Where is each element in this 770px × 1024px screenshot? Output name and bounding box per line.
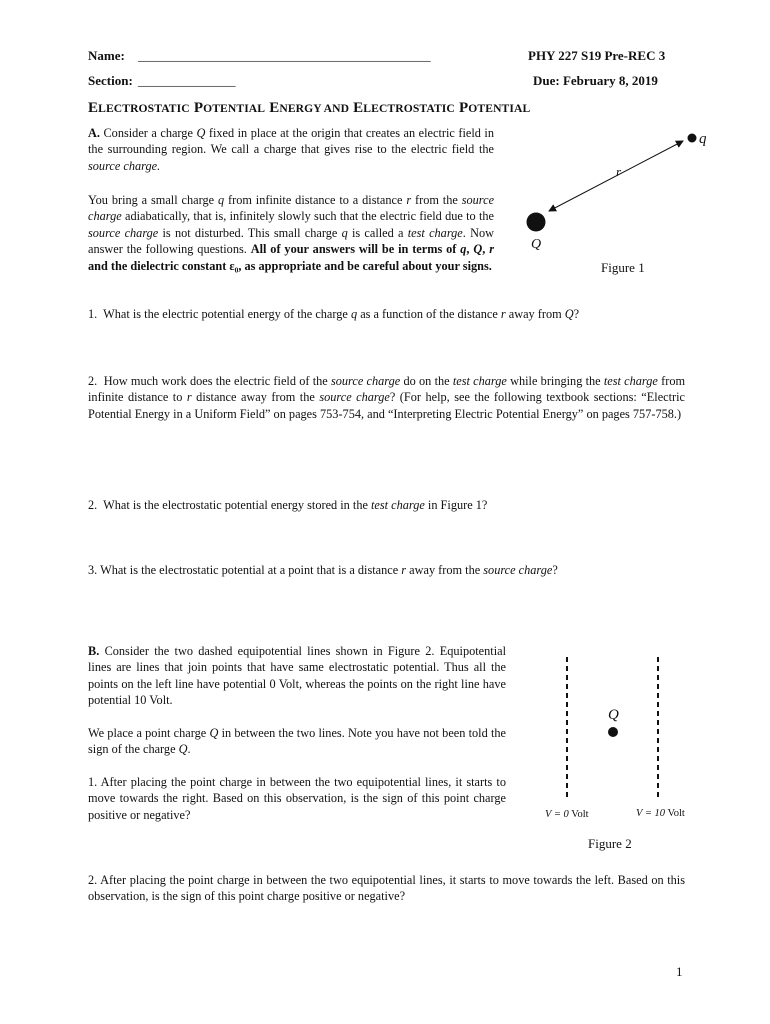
section-line[interactable]: _______________ [138,73,236,88]
figure-1-caption: Figure 1 [601,260,645,275]
page-title: ELECTROSTATIC POTENTIAL ENERGY AND ELECTROSTATIC POTENTIAL [88,100,531,116]
figure-2 [535,650,705,855]
part-a-intro: A. Consider a charge Q fixed in place at the origin that creates an electric field in the surrounding region. We call a charge that gives rise to the electric field the source charge. [88,126,494,173]
course-code: PHY 227 S19 Pre-REC 3 [528,48,666,63]
name-line[interactable]: _____________________________________________ [138,48,431,63]
right-potential-label: V = 10 Volt [636,808,685,819]
section-row [88,73,236,89]
section-label: Section: [88,73,133,88]
source-charge-label: Q [531,237,542,252]
test-charge-label: q [699,131,707,147]
left-potential-label: V = 0 Volt [545,809,589,820]
question-1: 1. What is the electric potential energy of the charge q as a function of the distance r away from Q? [88,307,580,321]
question-3: 2. What is the electrostatic potential energy stored in the test charge in Figure 1? [88,498,488,512]
point-charge-label: Q [608,707,619,723]
point-charge-dot [608,727,618,737]
name-label: Name: [88,48,125,63]
figure-2-caption: Figure 2 [588,836,632,851]
distance-label: r [616,164,622,179]
figure-1 [515,125,715,285]
question-2: 2. How much work does the electric field of the source charge do on the test charge while bringing the test charge from infinite distance to r distance away from the source charge? (For help, see the following textbook sections: “Electric Potential Energy in a Uniform Field” on pages 753-754, and “Interpreting Electric Potential Energy” on pages 757-758.) [88,374,686,421]
part-b-question-1: 1. After placing the point charge in between the two equipotential lines, it starts to move towards the right. Based on this observation, is the sign of this point charge positive or negative? [88,775,506,822]
source-charge-dot [527,213,546,232]
name-row [88,48,431,64]
part-a-setup: You bring a small charge q from infinite distance to a distance r from the source charge adiabatically, that is, infinitely slowly such that the electric field due to the source charge is not disturbed. This small charge q is called a test charge. Now answer the following questions. All of your answers will be in terms of q, Q, r and the dielectric constant ε₀, as appropriate and be careful about your signs. [88,193,495,273]
question-4: 3. What is the electrostatic potential at a point that is a distance r away from the source charge? [88,563,558,577]
part-b-setup: We place a point charge Q in between the two lines. Note you have not been told the sign of the charge Q. [88,726,506,757]
test-charge-dot [688,134,697,143]
due-date: Due: February 8, 2019 [533,73,658,88]
page-number: 1 [676,964,683,979]
part-b-question-2: 2. After placing the point charge in between the two equipotential lines, it starts to move towards the left. Based on this observation, is the sign of this point charge positive or negative? [88,873,685,904]
part-b-intro: B. Consider the two dashed equipotential lines shown in Figure 2. Equipotential lines are lines that join points that have same electrostatic potential. Thus all the points on the left line have potential 0 Volt, whereas the points on the right line have potential 10 Volt. [88,644,506,708]
